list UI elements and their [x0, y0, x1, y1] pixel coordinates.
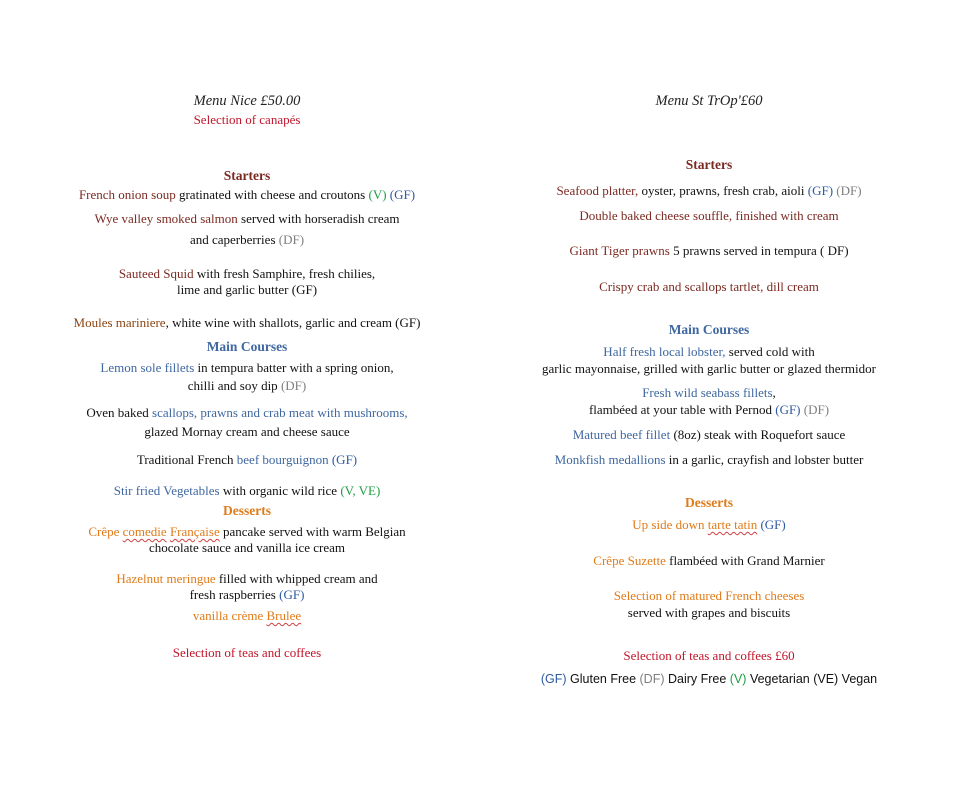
right-dessert-1	[632, 517, 785, 533]
dish-desc: chilli and soy dip	[187, 378, 281, 393]
dietary-legend	[541, 671, 877, 687]
dish-desc: fresh raspberries	[189, 587, 280, 602]
gluten-free-tag: (GF)	[775, 402, 801, 417]
left-menu-title: Menu Nice £50.00	[193, 93, 301, 109]
right-main-3	[573, 427, 846, 443]
dish-name: Seafood platter,	[556, 183, 639, 198]
dish-desc: flambéed at your table with Pernod	[588, 402, 776, 417]
dish-name: Wye valley smoked salmon	[94, 211, 238, 226]
right-dessert-3: Selection of matured French cheeses	[613, 588, 805, 603]
dish-desc: in a garlic, crayfish and lobster butter	[665, 452, 864, 467]
left-main-3	[137, 452, 357, 468]
dish-name: Giant Tiger prawns	[569, 243, 670, 258]
left-dessert-2-cont	[190, 587, 305, 603]
dairy-free-tag: (DF)	[836, 183, 862, 198]
dairy-free-tag: (DF)	[278, 232, 305, 247]
legend-text: Vegetarian (VE) Vegan	[746, 672, 878, 686]
right-starter-1	[556, 183, 861, 199]
dish-name: Stir fried Vegetables	[113, 483, 220, 498]
dairy-free-tag: (DF)	[803, 402, 830, 417]
left-canapes: Selection of canapés	[193, 112, 301, 127]
left-starter-3-cont: lime and garlic butter (GF)	[176, 282, 318, 297]
left-main-1	[100, 360, 393, 376]
left-main-2-cont: glazed Mornay cream and cheese sauce	[144, 424, 350, 439]
gluten-free-tag: (GF)	[807, 183, 834, 198]
dish-desc: , white wine with shallots, garlic and cream (GF)	[165, 315, 421, 330]
dish-name: Matured beef fillet	[572, 427, 671, 442]
left-dessert-1	[88, 524, 405, 540]
dish-name: Fresh wild seabass fillets	[642, 385, 773, 400]
dish-name: Monkfish medallions	[554, 452, 666, 467]
right-menu-title: Menu St TrOp'£60	[655, 93, 763, 109]
dish-desc: with organic wild rice	[219, 483, 341, 498]
dish-desc: served cold with	[725, 344, 815, 359]
dish-name: scallops, prawns and crab meat with mushrooms,	[152, 405, 408, 420]
dairy-free-tag: (DF)	[639, 672, 665, 686]
left-desserts-heading: Desserts	[223, 503, 271, 518]
right-main-4	[555, 452, 864, 468]
legend-text: Dairy Free	[664, 672, 730, 686]
dish-name: Up side down	[632, 517, 708, 532]
dish-desc: 5 prawns served in tempura ( DF)	[669, 243, 849, 258]
dish-name: Half fresh local lobster,	[603, 344, 726, 359]
right-main-1-cont: garlic mayonnaise, grilled with garlic butter or glazed thermidor	[542, 361, 876, 376]
right-dessert-3-cont: served with grapes and biscuits	[627, 605, 791, 620]
right-starter-4: Crispy crab and scallops tartlet, dill cream	[599, 279, 819, 294]
right-starter-3	[569, 243, 848, 259]
dish-desc: served with horseradish cream	[237, 211, 400, 226]
left-starters-heading: Starters	[223, 168, 271, 183]
dish-name: Crêpe	[88, 524, 123, 539]
dish-name: comedie	[122, 524, 167, 539]
left-main-2	[86, 405, 407, 421]
dish-desc: gratinated with cheese and croutons	[175, 187, 369, 202]
right-teas: Selection of teas and coffees £60	[623, 648, 795, 663]
dish-name: Sauteed Squid	[118, 266, 194, 281]
right-main-2-cont	[589, 402, 829, 418]
dish-name: tarte tatin	[707, 517, 758, 532]
dish-desc: flambéed with Grand Marnier	[665, 553, 825, 568]
right-main-1	[603, 344, 814, 360]
dish-name: beef bourguignon	[236, 452, 329, 467]
dish-desc: and caperberries	[189, 232, 279, 247]
left-dessert-3	[193, 608, 301, 624]
left-starter-2-cont	[190, 232, 304, 248]
left-starter-1	[79, 187, 415, 203]
left-starter-2	[94, 211, 399, 227]
legend-text: Gluten Free	[566, 672, 640, 686]
left-teas: Selection of teas and coffees	[172, 645, 322, 660]
dish-desc: pancake served with warm Belgian	[219, 524, 406, 539]
dish-desc: with fresh Samphire, fresh chilies,	[193, 266, 376, 281]
dish-name: Lemon sole fillets	[100, 360, 195, 375]
dish-desc: filled with whipped cream and	[215, 571, 378, 586]
left-dessert-1-cont: chocolate sauce and vanilla ice cream	[149, 540, 345, 555]
dish-name: French onion soup	[78, 187, 176, 202]
dish-desc: (8oz) steak with Roquefort sauce	[670, 427, 846, 442]
vegetarian-tag: (V)	[368, 187, 387, 202]
right-dessert-2	[593, 553, 824, 569]
gluten-free-tag: (GF)	[540, 672, 567, 686]
left-dessert-2	[116, 571, 377, 587]
gluten-free-tag: (GF)	[279, 587, 305, 602]
right-starters-heading: Starters	[685, 157, 733, 172]
dish-desc: Traditional French	[136, 452, 237, 467]
dish-desc: oyster, prawns, fresh crab, aioli	[638, 183, 808, 198]
dish-name: Française	[169, 524, 220, 539]
left-starter-3	[119, 266, 375, 282]
dish-name: Hazelnut meringue	[116, 571, 216, 586]
dish-desc: ,	[772, 385, 776, 400]
left-main-4	[114, 483, 381, 499]
left-starter-4	[74, 315, 421, 331]
left-main-1-cont	[188, 378, 306, 394]
dish-desc: Oven baked	[86, 405, 153, 420]
dish-name: Moules mariniere	[73, 315, 166, 330]
right-desserts-heading: Desserts	[685, 495, 733, 510]
left-mains-heading: Main Courses	[206, 339, 288, 354]
gluten-free-tag: (GF)	[389, 187, 416, 202]
dish-name: vanilla crème	[192, 608, 267, 623]
dish-name: Crêpe Suzette	[593, 553, 666, 568]
right-mains-heading: Main Courses	[668, 322, 750, 337]
right-starter-2: Double baked cheese souffle, finished with cream	[579, 208, 839, 223]
dish-name: Brulee	[266, 608, 302, 623]
right-main-2	[642, 385, 776, 401]
dairy-free-tag: (DF)	[280, 378, 307, 393]
dish-desc: in tempura batter with a spring onion,	[194, 360, 394, 375]
gluten-free-tag: (GF)	[757, 517, 786, 532]
vegetarian-tag: (V)	[729, 672, 747, 686]
vegetarian-vegan-tag: (V, VE)	[340, 483, 381, 498]
gluten-free-tag: (GF)	[328, 452, 358, 467]
